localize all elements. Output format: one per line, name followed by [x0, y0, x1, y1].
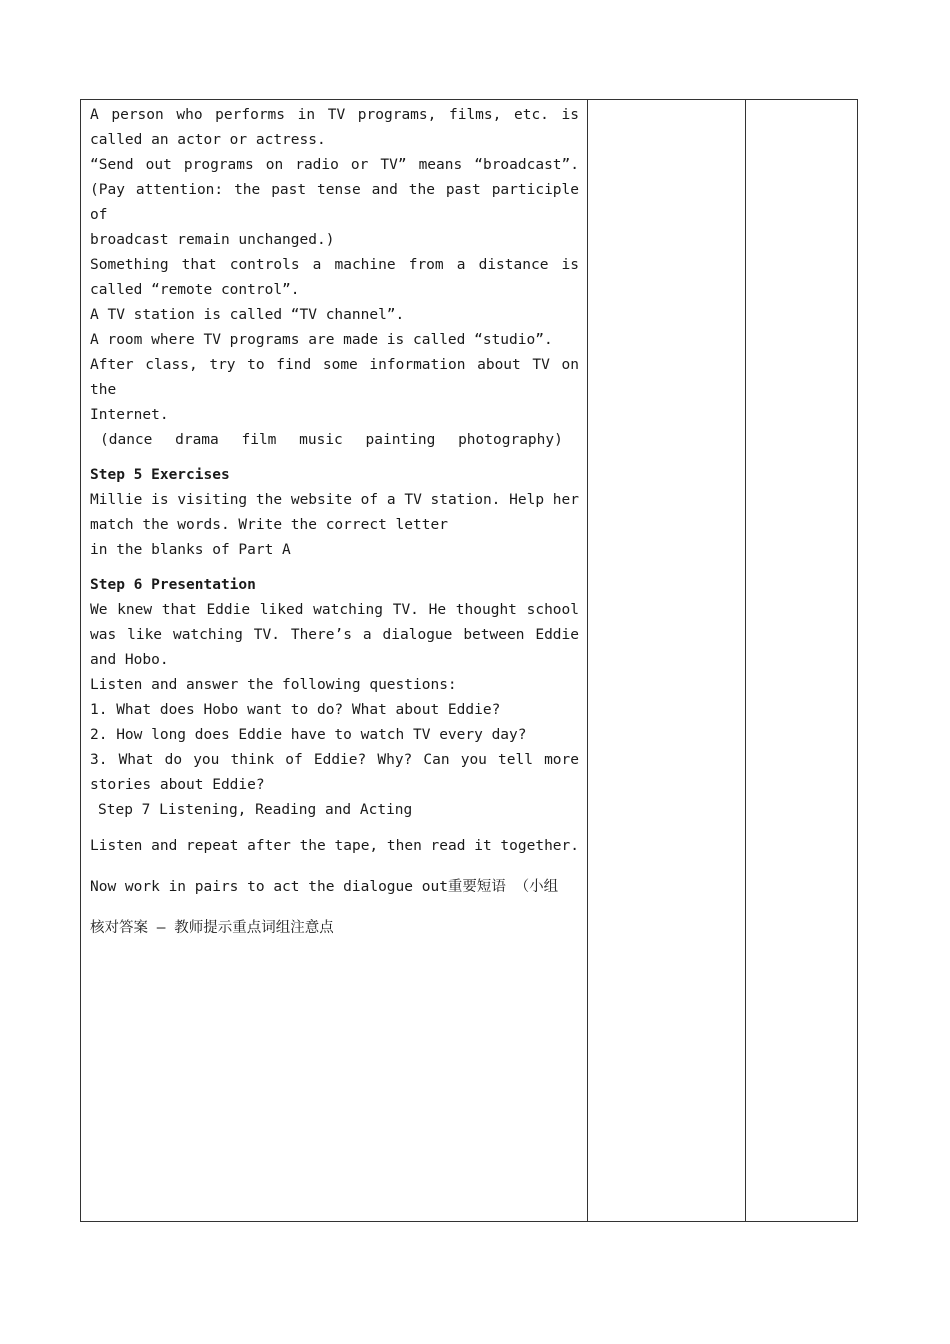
blank-cell-right	[746, 100, 858, 1222]
text-line: Listen and repeat after the tape, then read it together.	[90, 838, 579, 854]
text-line: Listen and answer the following questions:	[90, 677, 457, 693]
text-line: called “remote control”.	[90, 282, 300, 298]
text-line: 核对答案 – 教师提示重点词组注意点	[90, 920, 334, 936]
text-line: stories about Eddie?	[90, 777, 265, 793]
text-line: (Pay attention: the past tense and the past participle of	[90, 182, 579, 223]
text-line: in the blanks of Part A	[90, 542, 291, 558]
text-line: match the words. Write the correct letter	[90, 517, 448, 533]
text-line: broadcast remain unchanged.)	[90, 232, 335, 248]
text-line: “Send out programs on radio or TV” means “broadcast”.	[90, 157, 579, 173]
lesson-content-cell	[81, 100, 588, 1222]
step7-heading: Step 7 Listening, Reading and Acting	[98, 802, 413, 818]
text-line: A TV station is called “TV channel”.	[90, 307, 405, 323]
text-line: Now work in pairs to act the dialogue out重要短语 （小组	[90, 879, 559, 895]
step6-heading: Step 6 Presentation	[90, 577, 256, 593]
text-line: was like watching TV. There’s a dialogue between Eddie	[90, 627, 579, 643]
question-2: 2. How long does Eddie have to watch TV every day?	[90, 727, 527, 743]
blank-cell-middle	[588, 100, 746, 1222]
step5-heading: Step 5 Exercises	[90, 467, 230, 483]
text-line: After class, try to find some information about TV on the	[90, 357, 579, 398]
question-3: 3. What do you think of Eddie? Why? Can you tell more	[90, 752, 579, 768]
art-forms-line: (dance drama film music painting photography)	[100, 432, 563, 448]
text-line: A person who performs in TV programs, films, etc. is	[90, 107, 579, 123]
lesson-content	[81, 100, 587, 941]
text-line: We knew that Eddie liked watching TV. He thought school	[90, 602, 579, 618]
lesson-table	[80, 99, 858, 1222]
text-line: and Hobo.	[90, 652, 169, 668]
text-line: Millie is visiting the website of a TV station. Help her	[90, 492, 579, 508]
question-1: 1. What does Hobo want to do? What about Eddie?	[90, 702, 501, 718]
text-line: Something that controls a machine from a distance is	[90, 257, 579, 273]
text-line: A room where TV programs are made is called “studio”.	[90, 332, 553, 348]
text-line: Internet.	[90, 407, 169, 423]
text-line: called an actor or actress.	[90, 132, 326, 148]
